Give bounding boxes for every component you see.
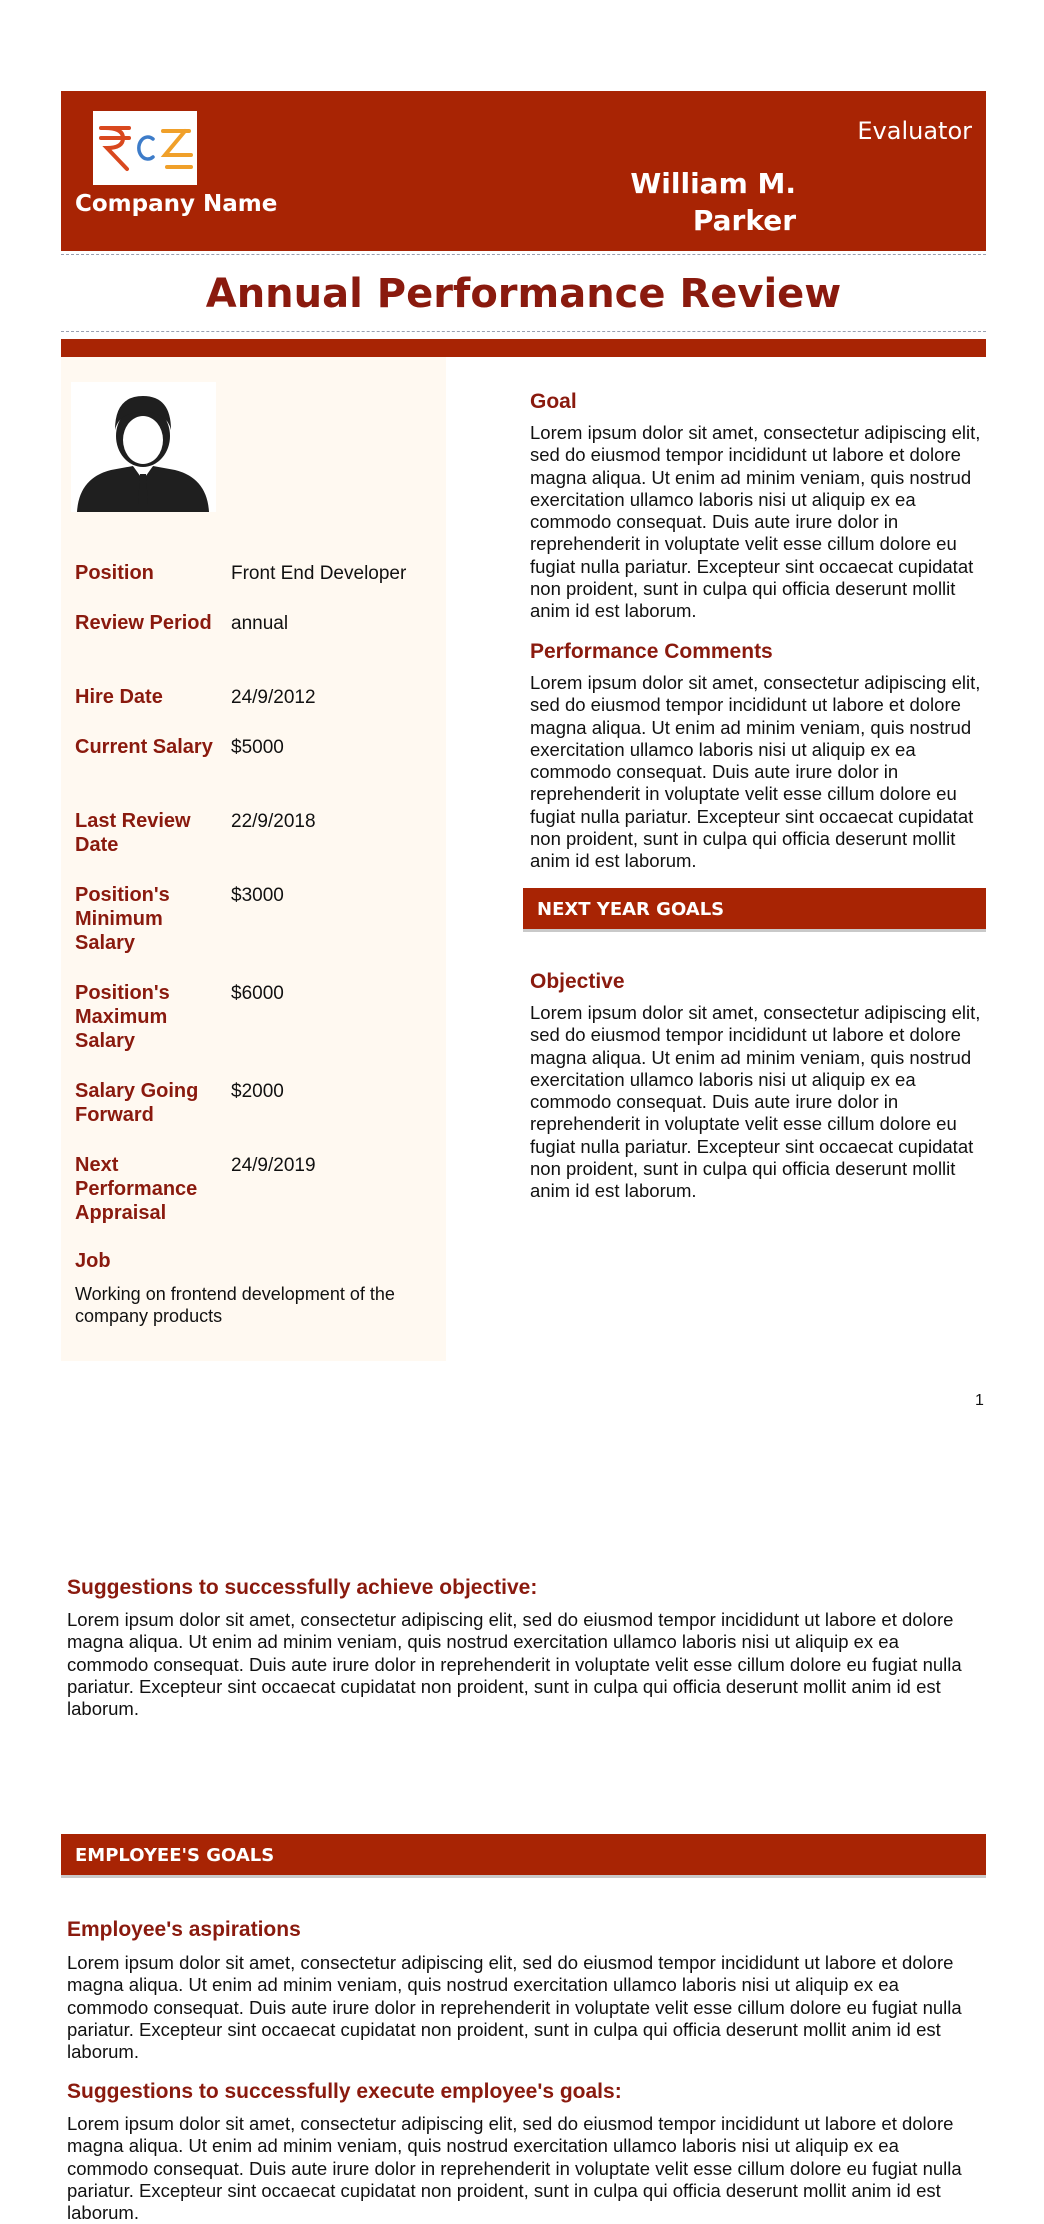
review-period-label: Review Period [75, 612, 212, 634]
goal-text: Lorem ipsum dolor sit amet, consectetur adipiscing elit, sed do eiusmod tempor incididunt ut labore et dolore magna aliqua. Ut enim ad minim veniam, quis nostrud exercitation ullamco laboris nisi ut aliquip ex ea commodo consequat. Duis aute irure dolor in reprehenderit in voluptate velit esse cillum dolore eu fugiat nulla pariatur. Excepteur sint occaecat cupidatat non proident, sunt in culpa qui officia deserunt mollit anim id est laborum. [530, 422, 981, 622]
divider-top [61, 254, 986, 255]
salary-going-forward-label: Salary Going Forward [75, 1080, 199, 1126]
company-name: Company Name [75, 191, 278, 217]
current-salary-value: $5000 [231, 737, 284, 758]
employee-photo [71, 382, 216, 512]
evaluator-label: Evaluator [857, 117, 972, 145]
next-appraisal-value: 24/9/2019 [231, 1155, 316, 1176]
review-period-value: annual [231, 613, 289, 634]
rupee-currency-logo-icon [93, 111, 197, 185]
next-appraisal-label: Next Performance Appraisal [75, 1154, 198, 1224]
suggestions-goals-heading: Suggestions to successfully execute employee's goals: [67, 2080, 622, 2103]
suggestions-objective-heading: Suggestions to successfully achieve objective: [67, 1576, 538, 1599]
maximum-salary-value: $6000 [231, 983, 284, 1004]
suggestions-goals-text: Lorem ipsum dolor sit amet, consectetur adipiscing elit, sed do eiusmod tempor incididunt ut labore et dolore magna aliqua. Ut enim ad minim veniam, quis nostrud exercitation ullamco laboris nisi ut aliquip ex ea commodo consequat. Duis aute irure dolor in reprehenderit in voluptate velit esse cillum dolore eu fugiat nulla pariatur. Excepteur sint occaecat cupidatat non proident, sunt in culpa qui officia deserunt mollit anim id est laborum. [67, 2113, 962, 2224]
page-title: Annual Performance Review [205, 271, 842, 317]
page-number: 1 [975, 1392, 984, 1409]
job-label: Job [75, 1250, 111, 1272]
hire-date-label: Hire Date [75, 686, 163, 708]
position-label: Position [75, 562, 154, 584]
current-salary-label: Current Salary [75, 736, 213, 758]
job-description: Working on frontend development of the company products [75, 1284, 395, 1326]
employee-goals-bar: EMPLOYEE'S GOALS [61, 1834, 986, 1878]
evaluator-name: William M. Parker [630, 167, 796, 237]
position-value: Front End Developer [231, 563, 407, 584]
objective-heading: Objective [530, 970, 625, 993]
minimum-salary-value: $3000 [231, 885, 284, 906]
person-silhouette-icon [71, 382, 216, 512]
aspirations-heading: Employee's aspirations [67, 1918, 301, 1941]
next-year-goals-bar: NEXT YEAR GOALS [523, 888, 986, 932]
goal-heading: Goal [530, 390, 577, 413]
minimum-salary-label: Position's Minimum Salary [75, 884, 170, 954]
performance-comments-text: Lorem ipsum dolor sit amet, consectetur adipiscing elit, sed do eiusmod tempor incididunt ut labore et dolore magna aliqua. Ut enim ad minim veniam, quis nostrud exercitation ullamco laboris nisi ut aliquip ex ea commodo consequat. Duis aute irure dolor in reprehenderit in voluptate velit esse cillum dolore eu fugiat nulla pariatur. Excepteur sint occaecat cupidatat non proident, sunt in culpa qui officia deserunt mollit anim id est laborum. [530, 672, 981, 872]
salary-going-forward-value: $2000 [231, 1081, 284, 1102]
aspirations-text: Lorem ipsum dolor sit amet, consectetur adipiscing elit, sed do eiusmod tempor incididunt ut labore et dolore magna aliqua. Ut enim ad minim veniam, quis nostrud exercitation ullamco laboris nisi ut aliquip ex ea commodo consequat. Duis aute irure dolor in reprehenderit in voluptate velit esse cillum dolore eu fugiat nulla pariatur. Excepteur sint occaecat cupidatat non proident, sunt in culpa qui officia deserunt mollit anim id est laborum. [67, 1952, 962, 2063]
objective-text: Lorem ipsum dolor sit amet, consectetur adipiscing elit, sed do eiusmod tempor incididunt ut labore et dolore magna aliqua. Ut enim ad minim veniam, quis nostrud exercitation ullamco laboris nisi ut aliquip ex ea commodo consequat. Duis aute irure dolor in reprehenderit in voluptate velit esse cillum dolore eu fugiat nulla pariatur. Excepteur sint occaecat cupidatat non proident, sunt in culpa qui officia deserunt mollit anim id est laborum. [530, 1002, 981, 1202]
company-logo [93, 111, 197, 185]
last-review-date-label: Last Review Date [75, 810, 191, 856]
accent-bar [61, 339, 986, 357]
suggestions-objective-text: Lorem ipsum dolor sit amet, consectetur adipiscing elit, sed do eiusmod tempor incididunt ut labore et dolore magna aliqua. Ut enim ad minim veniam, quis nostrud exercitation ullamco laboris nisi ut aliquip ex ea commodo consequat. Duis aute irure dolor in reprehenderit in voluptate velit esse cillum dolore eu fugiat nulla pariatur. Excepteur sint occaecat cupidatat non proident, sunt in culpa qui officia deserunt mollit anim id est laborum. [67, 1609, 962, 1720]
header-band [61, 91, 986, 251]
last-review-date-value: 22/9/2018 [231, 811, 316, 832]
performance-comments-heading: Performance Comments [530, 640, 773, 663]
maximum-salary-label: Position's Maximum Salary [75, 982, 170, 1052]
divider-bottom [61, 331, 986, 332]
employee-info-panel [61, 357, 446, 1361]
hire-date-value: 24/9/2012 [231, 687, 316, 708]
